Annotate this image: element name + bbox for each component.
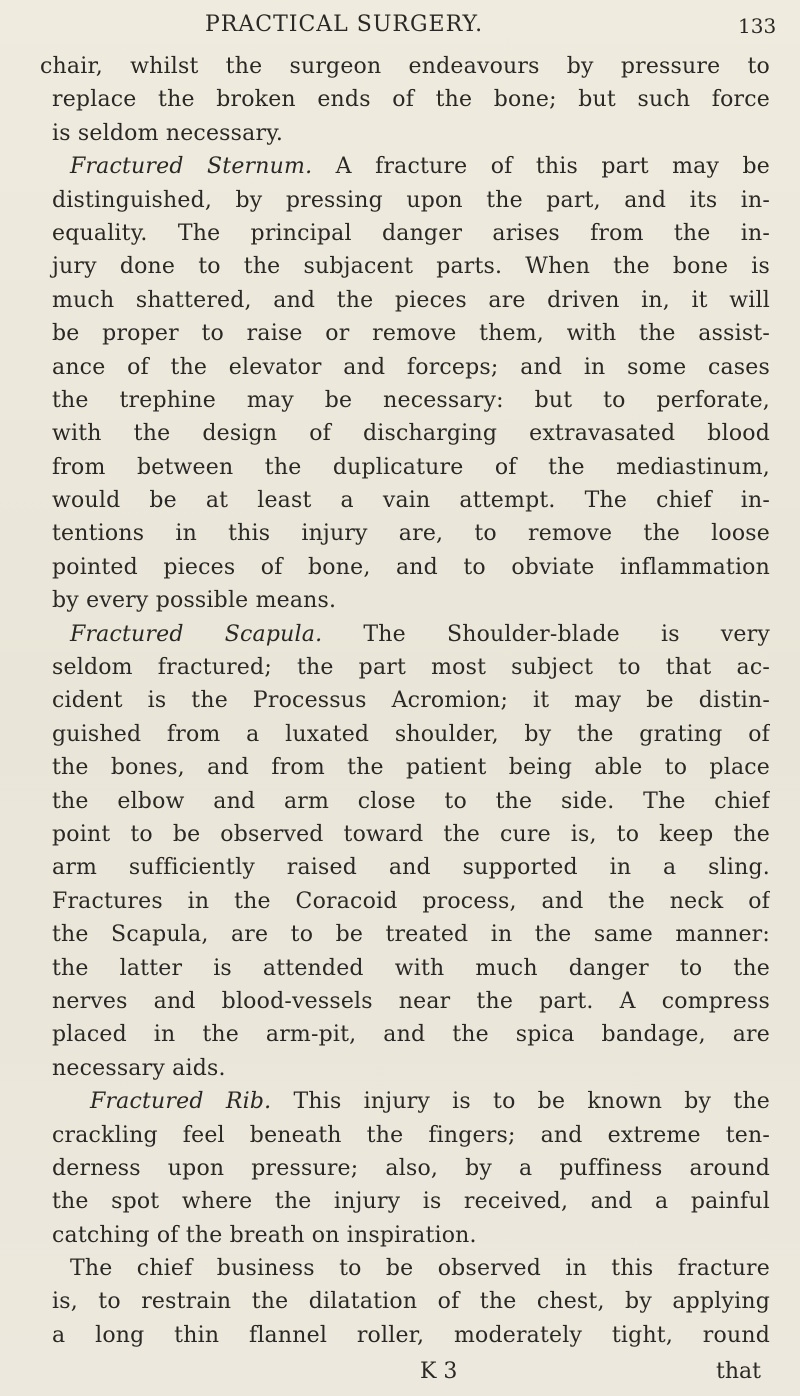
text-line: catching of the breath on inspiration. <box>52 1222 477 1248</box>
text-line: guished from a luxated shoulder, by the grating of <box>52 721 770 747</box>
text-line: the latter is attended with much danger to the <box>52 955 770 981</box>
text-line: cident is the Processus Acromion; it may be distin- <box>52 688 770 714</box>
signature-mark: K 3 <box>420 1359 458 1384</box>
text-line: Fractured Scapula. The Shoulder-blade is very <box>70 621 770 647</box>
text-line: The chief business to be observed in this fracture <box>70 1256 770 1282</box>
text-line: derness upon pressure; also, by a puffiness around <box>52 1155 770 1181</box>
text-line: placed in the arm-pit, and the spica bandage, are <box>52 1022 770 1048</box>
text-line: seldom fractured; the part most subject to that ac- <box>52 655 770 681</box>
text-line: jury done to the subjacent parts. When the bone is <box>52 254 770 280</box>
text-line: arm sufficiently raised and supported in a sling. <box>52 855 770 881</box>
text-line: distinguished, by pressing upon the part, and its in- <box>52 187 770 213</box>
text-line: crackling feel beneath the fingers; and extreme ten- <box>52 1122 770 1148</box>
text-line: replace the broken ends of the bone; but such force <box>52 87 770 113</box>
text-line: Fractured Rib. This injury is to be known by the <box>90 1089 770 1115</box>
page-header <box>0 8 800 44</box>
text-line: by every possible means. <box>52 588 337 614</box>
text-line: pointed pieces of bone, and to obviate inflammation <box>52 554 770 580</box>
text-line: from between the duplicature of the mediastinum, <box>52 454 770 480</box>
text-line: nerves and blood-vessels near the part. A compress <box>52 988 770 1014</box>
page-number: 133 <box>738 14 777 38</box>
text-line: with the design of discharging extravasated blood <box>52 421 770 447</box>
text-line: equality. The principal danger arises from the in- <box>52 220 770 246</box>
text-line: would be at least a vain attempt. The chief in- <box>52 488 770 514</box>
text-line: ance of the elevator and forceps; and in some cases <box>52 354 770 380</box>
page-footer <box>0 1355 800 1389</box>
catchword: that <box>716 1359 761 1384</box>
text-line: the Scapula, are to be treated in the same manner: <box>52 922 770 948</box>
text-line: much shattered, and the pieces are driven in, it will <box>52 287 770 313</box>
text-line: the bones, and from the patient being able to place <box>52 755 770 781</box>
text-line: the elbow and arm close to the side. The chief <box>52 788 770 814</box>
text-line: is seldom necessary. <box>52 120 284 146</box>
text-line: necessary aids. <box>52 1055 226 1081</box>
text-line: Fractures in the Coracoid process, and the neck of <box>52 888 770 914</box>
text-line: tentions in this injury are, to remove the loose <box>52 521 770 547</box>
body-text <box>40 50 770 1352</box>
text-line: is, to restrain the dilatation of the chest, by applying <box>52 1289 770 1315</box>
text-line: point to be observed toward the cure is, to keep the <box>52 821 770 847</box>
running-head: PRACTICAL SURGERY. <box>205 12 484 37</box>
text-line: be proper to raise or remove them, with the assist- <box>52 321 770 347</box>
text-line: the spot where the injury is received, and a painful <box>52 1189 770 1215</box>
text-line: the trephine may be necessary: but to perforate, <box>52 387 770 413</box>
text-line: chair, whilst the surgeon endeavours by pressure to <box>40 54 770 79</box>
text-line: Fractured Sternum. A fracture of this part may be <box>70 154 770 180</box>
text-line: a long thin flannel roller, moderately tight, round <box>52 1322 770 1348</box>
